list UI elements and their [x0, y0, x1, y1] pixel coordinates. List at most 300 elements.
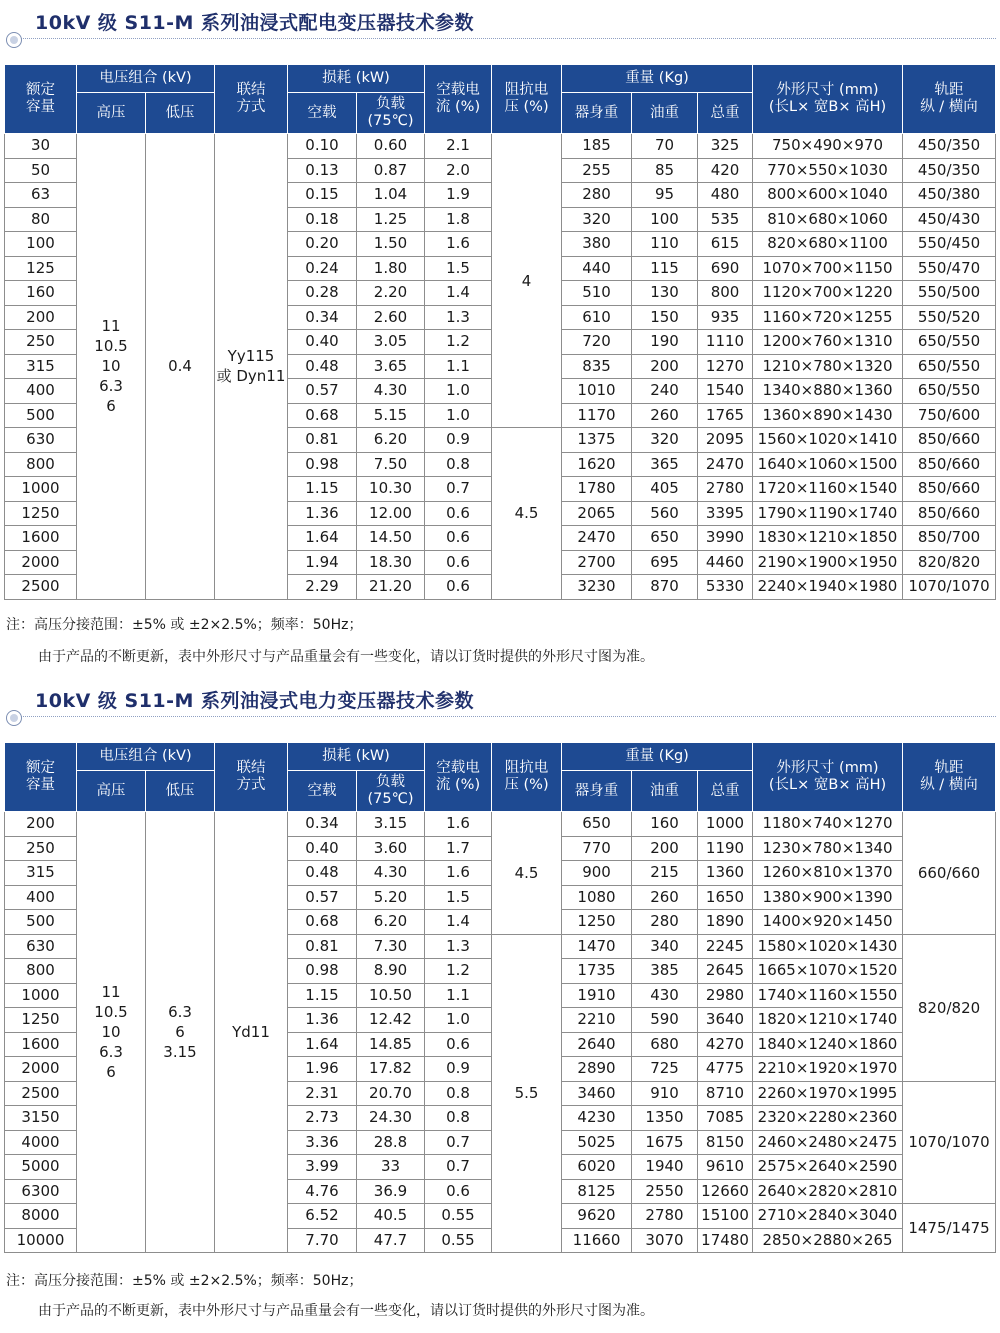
- cell-body-weight: 2470: [562, 526, 632, 551]
- cell-load-loss: 1.04: [357, 183, 425, 208]
- cell-total-weight: 5330: [698, 575, 753, 600]
- cell-load-loss: 33: [357, 1155, 425, 1180]
- cell-oil-weight: 1675: [632, 1130, 698, 1155]
- cell-no-load-current: 2.0: [425, 158, 492, 183]
- cell-load-loss: 5.15: [357, 403, 425, 428]
- cell-no-load-current: 1.2: [425, 959, 492, 984]
- cell-dimensions: 1160×720×1255: [753, 305, 903, 330]
- cell-capacity: 250: [5, 836, 77, 861]
- cell-no-load-loss: 0.68: [288, 403, 357, 428]
- cell-no-load-current: 0.7: [425, 1155, 492, 1180]
- cell-no-load-current: 0.6: [425, 501, 492, 526]
- cell-capacity: 1000: [5, 477, 77, 502]
- header-oil-weight: 油重: [632, 93, 698, 134]
- cell-body-weight: 1620: [562, 452, 632, 477]
- header-load-loss: 负载 (75℃): [357, 93, 425, 134]
- table-row: [5, 812, 996, 837]
- cell-no-load-current: 2.1: [425, 134, 492, 159]
- cell-oil-weight: 2780: [632, 1204, 698, 1229]
- cell-load-loss: 4.30: [357, 861, 425, 886]
- cell-no-load-loss: 0.81: [288, 428, 357, 453]
- cell-gauge: 820/820: [903, 550, 996, 575]
- cell-body-weight: 280: [562, 183, 632, 208]
- cell-load-loss: 14.85: [357, 1032, 425, 1057]
- cell-no-load-loss: 0.57: [288, 885, 357, 910]
- cell-oil-weight: 110: [632, 232, 698, 257]
- cell-gauge: 1070/1070: [903, 1081, 996, 1204]
- cell-load-loss: 5.20: [357, 885, 425, 910]
- cell-no-load-loss: 0.13: [288, 158, 357, 183]
- cell-body-weight: 1250: [562, 910, 632, 935]
- cell-impedance: 5.5: [492, 934, 562, 1253]
- cell-no-load-current: 1.6: [425, 812, 492, 837]
- cell-no-load-current: 1.6: [425, 232, 492, 257]
- cell-no-load-loss: 3.36: [288, 1130, 357, 1155]
- cell-no-load-loss: 1.36: [288, 501, 357, 526]
- cell-body-weight: 3460: [562, 1081, 632, 1106]
- cell-no-load-loss: 0.48: [288, 861, 357, 886]
- cell-load-loss: 40.5: [357, 1204, 425, 1229]
- cell-total-weight: 4270: [698, 1032, 753, 1057]
- cell-no-load-current: 0.8: [425, 452, 492, 477]
- cell-no-load-current: 1.8: [425, 207, 492, 232]
- cell-dimensions: 2460×2480×2475: [753, 1130, 903, 1155]
- cell-oil-weight: 160: [632, 812, 698, 837]
- cell-body-weight: 8125: [562, 1179, 632, 1204]
- cell-total-weight: 2245: [698, 934, 753, 959]
- header-loss: 损耗 (kW): [288, 743, 425, 771]
- cell-no-load-current: 1.4: [425, 910, 492, 935]
- cell-gauge: 450/430: [903, 207, 996, 232]
- cell-no-load-loss: 0.10: [288, 134, 357, 159]
- cell-oil-weight: 200: [632, 836, 698, 861]
- title-divider: [20, 716, 996, 717]
- cell-oil-weight: 130: [632, 281, 698, 306]
- cell-connection: Yy115 或 Dyn11: [215, 134, 288, 600]
- note-disclaimer: 由于产品的不断更新，表中外形尺寸与产品重量会有一些变化，请以订货时提供的外形尺寸图为准。: [38, 649, 654, 665]
- cell-total-weight: 535: [698, 207, 753, 232]
- cell-no-load-current: 1.7: [425, 836, 492, 861]
- cell-body-weight: 1910: [562, 983, 632, 1008]
- cell-load-loss: 24.30: [357, 1106, 425, 1131]
- cell-oil-weight: 95: [632, 183, 698, 208]
- cell-capacity: 63: [5, 183, 77, 208]
- cell-oil-weight: 280: [632, 910, 698, 935]
- cell-capacity: 1600: [5, 526, 77, 551]
- cell-dimensions: 1070×700×1150: [753, 256, 903, 281]
- cell-no-load-current: 1.9: [425, 183, 492, 208]
- cell-high-voltage: 11 10.5 10 6.3 6: [77, 134, 146, 600]
- header-weight: 重量 (Kg): [562, 743, 753, 771]
- cell-total-weight: 480: [698, 183, 753, 208]
- cell-total-weight: 3395: [698, 501, 753, 526]
- cell-dimensions: 2210×1920×1970: [753, 1057, 903, 1082]
- cell-capacity: 800: [5, 959, 77, 984]
- section-title: 10kV 级 S11-M 系列油浸式电力变压器技术参数: [35, 690, 475, 712]
- cell-oil-weight: 1350: [632, 1106, 698, 1131]
- cell-oil-weight: 365: [632, 452, 698, 477]
- cell-load-loss: 3.05: [357, 330, 425, 355]
- cell-dimensions: 1665×1070×1520: [753, 959, 903, 984]
- cell-load-loss: 6.20: [357, 910, 425, 935]
- cell-no-load-loss: 6.52: [288, 1204, 357, 1229]
- cell-total-weight: 935: [698, 305, 753, 330]
- cell-body-weight: 185: [562, 134, 632, 159]
- cell-capacity: 630: [5, 428, 77, 453]
- cell-total-weight: 17480: [698, 1228, 753, 1253]
- cell-no-load-loss: 0.28: [288, 281, 357, 306]
- spec-table-2: [4, 742, 996, 1253]
- cell-no-load-current: 0.7: [425, 1130, 492, 1155]
- cell-load-loss: 10.30: [357, 477, 425, 502]
- header-high-voltage: 高压: [77, 93, 146, 134]
- cell-gauge: 850/700: [903, 526, 996, 551]
- header-voltage: 电压组合 (kV): [77, 743, 215, 771]
- header-capacity: 额定 容量: [5, 65, 77, 134]
- cell-load-loss: 1.25: [357, 207, 425, 232]
- header-low-voltage: 低压: [146, 771, 215, 812]
- cell-oil-weight: 3070: [632, 1228, 698, 1253]
- cell-no-load-current: 0.6: [425, 1179, 492, 1204]
- cell-load-loss: 6.20: [357, 428, 425, 453]
- header-oil-weight: 油重: [632, 771, 698, 812]
- note-disclaimer: 由于产品的不断更新，表中外形尺寸与产品重量会有一些变化，请以订货时提供的外形尺寸图为准。: [38, 1303, 654, 1319]
- cell-total-weight: 1000: [698, 812, 753, 837]
- cell-total-weight: 8710: [698, 1081, 753, 1106]
- note-tap-range: 注：高压分接范围：±5% 或 ±2×2.5%；频率：50Hz；: [6, 1273, 363, 1289]
- header-weight: 重量 (Kg): [562, 65, 753, 93]
- cell-load-loss: 36.9: [357, 1179, 425, 1204]
- cell-total-weight: 800: [698, 281, 753, 306]
- cell-capacity: 30: [5, 134, 77, 159]
- cell-impedance: 4.5: [492, 428, 562, 600]
- cell-body-weight: 6020: [562, 1155, 632, 1180]
- cell-oil-weight: 115: [632, 256, 698, 281]
- cell-gauge: 850/660: [903, 477, 996, 502]
- cell-total-weight: 2980: [698, 983, 753, 1008]
- cell-load-loss: 0.60: [357, 134, 425, 159]
- cell-total-weight: 420: [698, 158, 753, 183]
- cell-capacity: 4000: [5, 1130, 77, 1155]
- cell-load-loss: 1.50: [357, 232, 425, 257]
- header-loss: 损耗 (kW): [288, 65, 425, 93]
- cell-load-loss: 21.20: [357, 575, 425, 600]
- cell-total-weight: 1650: [698, 885, 753, 910]
- cell-no-load-loss: 1.64: [288, 526, 357, 551]
- cell-load-loss: 2.60: [357, 305, 425, 330]
- cell-no-load-loss: 1.96: [288, 1057, 357, 1082]
- cell-dimensions: 1120×700×1220: [753, 281, 903, 306]
- cell-dimensions: 2260×1970×1995: [753, 1081, 903, 1106]
- cell-total-weight: 4775: [698, 1057, 753, 1082]
- cell-no-load-current: 0.8: [425, 1081, 492, 1106]
- cell-no-load-loss: 0.34: [288, 812, 357, 837]
- cell-no-load-current: 1.5: [425, 256, 492, 281]
- cell-oil-weight: 405: [632, 477, 698, 502]
- header-gauge: 轨距 纵 / 横向: [903, 65, 996, 134]
- cell-no-load-loss: 1.15: [288, 983, 357, 1008]
- cell-capacity: 6300: [5, 1179, 77, 1204]
- header-low-voltage: 低压: [146, 93, 215, 134]
- cell-no-load-loss: 0.20: [288, 232, 357, 257]
- cell-gauge: 550/520: [903, 305, 996, 330]
- cell-capacity: 315: [5, 861, 77, 886]
- cell-body-weight: 3230: [562, 575, 632, 600]
- cell-body-weight: 9620: [562, 1204, 632, 1229]
- cell-total-weight: 2645: [698, 959, 753, 984]
- cell-total-weight: 690: [698, 256, 753, 281]
- cell-oil-weight: 200: [632, 354, 698, 379]
- cell-total-weight: 1110: [698, 330, 753, 355]
- cell-capacity: 10000: [5, 1228, 77, 1253]
- cell-capacity: 630: [5, 934, 77, 959]
- header-no-load-loss: 空载: [288, 771, 357, 812]
- cell-no-load-loss: 0.98: [288, 452, 357, 477]
- cell-oil-weight: 260: [632, 885, 698, 910]
- cell-load-loss: 7.50: [357, 452, 425, 477]
- cell-no-load-current: 1.4: [425, 281, 492, 306]
- cell-gauge: 1475/1475: [903, 1204, 996, 1253]
- cell-no-load-loss: 1.36: [288, 1008, 357, 1033]
- cell-dimensions: 1400×920×1450: [753, 910, 903, 935]
- cell-dimensions: 2710×2840×3040: [753, 1204, 903, 1229]
- cell-no-load-current: 1.1: [425, 983, 492, 1008]
- cell-dimensions: 1790×1190×1740: [753, 501, 903, 526]
- cell-no-load-current: 1.5: [425, 885, 492, 910]
- cell-gauge: 660/660: [903, 812, 996, 935]
- cell-total-weight: 12660: [698, 1179, 753, 1204]
- cell-total-weight: 1540: [698, 379, 753, 404]
- cell-dimensions: 800×600×1040: [753, 183, 903, 208]
- note-tap-range: 注：高压分接范围：±5% 或 ±2×2.5%；频率：50Hz；: [6, 617, 363, 633]
- section-title-row: [0, 678, 1000, 744]
- cell-oil-weight: 340: [632, 934, 698, 959]
- cell-capacity: 2500: [5, 1081, 77, 1106]
- cell-capacity: 400: [5, 885, 77, 910]
- cell-high-voltage: 11 10.5 10 6.3 6: [77, 812, 146, 1253]
- cell-oil-weight: 385: [632, 959, 698, 984]
- cell-total-weight: 7085: [698, 1106, 753, 1131]
- cell-capacity: 3150: [5, 1106, 77, 1131]
- header-dimensions: 外形尺寸 (mm) (长L× 宽B× 高H): [753, 743, 903, 812]
- cell-no-load-loss: 1.64: [288, 1032, 357, 1057]
- cell-load-loss: 3.65: [357, 354, 425, 379]
- cell-body-weight: 720: [562, 330, 632, 355]
- cell-total-weight: 1190: [698, 836, 753, 861]
- cell-oil-weight: 150: [632, 305, 698, 330]
- header-impedance: 阻抗电 压 (%): [492, 65, 562, 134]
- cell-dimensions: 1340×880×1360: [753, 379, 903, 404]
- cell-load-loss: 12.42: [357, 1008, 425, 1033]
- cell-capacity: 8000: [5, 1204, 77, 1229]
- header-body-weight: 器身重: [562, 771, 632, 812]
- cell-dimensions: 1580×1020×1430: [753, 934, 903, 959]
- cell-capacity: 1250: [5, 1008, 77, 1033]
- cell-no-load-loss: 0.81: [288, 934, 357, 959]
- cell-capacity: 80: [5, 207, 77, 232]
- cell-dimensions: 2850×2880×265: [753, 1228, 903, 1253]
- section-power-transformer: [0, 678, 1000, 1319]
- cell-no-load-loss: 0.34: [288, 305, 357, 330]
- cell-load-loss: 7.30: [357, 934, 425, 959]
- cell-body-weight: 510: [562, 281, 632, 306]
- cell-no-load-current: 0.9: [425, 428, 492, 453]
- header-no-load-current: 空载电 流 (%): [425, 743, 492, 812]
- cell-capacity: 1250: [5, 501, 77, 526]
- cell-gauge: 450/350: [903, 158, 996, 183]
- cell-total-weight: 2780: [698, 477, 753, 502]
- cell-load-loss: 3.60: [357, 836, 425, 861]
- cell-gauge: 550/470: [903, 256, 996, 281]
- cell-dimensions: 1820×1210×1740: [753, 1008, 903, 1033]
- cell-no-load-loss: 2.31: [288, 1081, 357, 1106]
- cell-dimensions: 1360×890×1430: [753, 403, 903, 428]
- cell-capacity: 160: [5, 281, 77, 306]
- cell-dimensions: 750×490×970: [753, 134, 903, 159]
- cell-total-weight: 9610: [698, 1155, 753, 1180]
- cell-gauge: 450/380: [903, 183, 996, 208]
- cell-total-weight: 1360: [698, 861, 753, 886]
- header-gauge: 轨距 纵 / 横向: [903, 743, 996, 812]
- cell-total-weight: 8150: [698, 1130, 753, 1155]
- cell-body-weight: 1010: [562, 379, 632, 404]
- cell-load-loss: 20.70: [357, 1081, 425, 1106]
- cell-body-weight: 2890: [562, 1057, 632, 1082]
- circle-bullet-icon: [6, 710, 22, 726]
- cell-oil-weight: 590: [632, 1008, 698, 1033]
- cell-oil-weight: 725: [632, 1057, 698, 1082]
- cell-no-load-loss: 0.48: [288, 354, 357, 379]
- cell-body-weight: 1470: [562, 934, 632, 959]
- cell-total-weight: 4460: [698, 550, 753, 575]
- circle-bullet-icon: [6, 32, 22, 48]
- cell-dimensions: 1740×1160×1550: [753, 983, 903, 1008]
- cell-body-weight: 1080: [562, 885, 632, 910]
- header-total-weight: 总重: [698, 93, 753, 134]
- cell-load-loss: 14.50: [357, 526, 425, 551]
- table-row: [5, 134, 996, 159]
- cell-no-load-loss: 1.94: [288, 550, 357, 575]
- cell-load-loss: 47.7: [357, 1228, 425, 1253]
- cell-no-load-current: 1.3: [425, 934, 492, 959]
- cell-dimensions: 1720×1160×1540: [753, 477, 903, 502]
- cell-capacity: 500: [5, 910, 77, 935]
- cell-impedance: 4: [492, 134, 562, 428]
- cell-total-weight: 615: [698, 232, 753, 257]
- cell-gauge: 820/820: [903, 934, 996, 1081]
- cell-load-loss: 2.20: [357, 281, 425, 306]
- cell-oil-weight: 260: [632, 403, 698, 428]
- cell-total-weight: 325: [698, 134, 753, 159]
- cell-capacity: 400: [5, 379, 77, 404]
- cell-no-load-loss: 2.29: [288, 575, 357, 600]
- cell-gauge: 750/600: [903, 403, 996, 428]
- section-distribution-transformer: [0, 0, 1000, 665]
- cell-no-load-current: 1.6: [425, 861, 492, 886]
- cell-oil-weight: 695: [632, 550, 698, 575]
- cell-body-weight: 440: [562, 256, 632, 281]
- cell-dimensions: 1260×810×1370: [753, 861, 903, 886]
- cell-load-loss: 0.87: [357, 158, 425, 183]
- header-no-load-loss: 空载: [288, 93, 357, 134]
- cell-capacity: 5000: [5, 1155, 77, 1180]
- cell-gauge: 650/550: [903, 330, 996, 355]
- cell-no-load-loss: 2.73: [288, 1106, 357, 1131]
- cell-capacity: 200: [5, 305, 77, 330]
- cell-oil-weight: 240: [632, 379, 698, 404]
- header-impedance: 阻抗电 压 (%): [492, 743, 562, 812]
- cell-oil-weight: 2550: [632, 1179, 698, 1204]
- cell-body-weight: 1780: [562, 477, 632, 502]
- cell-body-weight: 5025: [562, 1130, 632, 1155]
- cell-oil-weight: 560: [632, 501, 698, 526]
- cell-capacity: 1000: [5, 983, 77, 1008]
- cell-gauge: 850/660: [903, 452, 996, 477]
- cell-capacity: 315: [5, 354, 77, 379]
- cell-no-load-loss: 0.15: [288, 183, 357, 208]
- cell-no-load-current: 1.0: [425, 379, 492, 404]
- cell-capacity: 100: [5, 232, 77, 257]
- cell-no-load-loss: 3.99: [288, 1155, 357, 1180]
- cell-no-load-loss: 0.40: [288, 836, 357, 861]
- cell-load-loss: 28.8: [357, 1130, 425, 1155]
- cell-dimensions: 1840×1240×1860: [753, 1032, 903, 1057]
- cell-total-weight: 3640: [698, 1008, 753, 1033]
- cell-capacity: 2000: [5, 550, 77, 575]
- cell-gauge: 650/550: [903, 354, 996, 379]
- cell-dimensions: 2575×2640×2590: [753, 1155, 903, 1180]
- cell-body-weight: 835: [562, 354, 632, 379]
- header-dimensions: 外形尺寸 (mm) (长L× 宽B× 高H): [753, 65, 903, 134]
- cell-body-weight: 320: [562, 207, 632, 232]
- cell-dimensions: 1210×780×1320: [753, 354, 903, 379]
- cell-total-weight: 2470: [698, 452, 753, 477]
- cell-no-load-current: 0.6: [425, 1032, 492, 1057]
- cell-body-weight: 1735: [562, 959, 632, 984]
- cell-oil-weight: 680: [632, 1032, 698, 1057]
- cell-capacity: 50: [5, 158, 77, 183]
- cell-no-load-loss: 1.15: [288, 477, 357, 502]
- cell-no-load-current: 1.3: [425, 305, 492, 330]
- cell-gauge: 550/500: [903, 281, 996, 306]
- cell-no-load-current: 0.6: [425, 550, 492, 575]
- title-divider: [20, 38, 996, 39]
- cell-gauge: 1070/1070: [903, 575, 996, 600]
- header-voltage: 电压组合 (kV): [77, 65, 215, 93]
- header-capacity: 额定 容量: [5, 743, 77, 812]
- header-load-loss: 负载 (75℃): [357, 771, 425, 812]
- cell-connection: Yd11: [215, 812, 288, 1253]
- cell-dimensions: 820×680×1100: [753, 232, 903, 257]
- cell-body-weight: 380: [562, 232, 632, 257]
- cell-dimensions: 1640×1060×1500: [753, 452, 903, 477]
- cell-body-weight: 1170: [562, 403, 632, 428]
- cell-body-weight: 770: [562, 836, 632, 861]
- cell-body-weight: 650: [562, 812, 632, 837]
- cell-dimensions: 2320×2280×2360: [753, 1106, 903, 1131]
- cell-no-load-loss: 0.68: [288, 910, 357, 935]
- cell-oil-weight: 870: [632, 575, 698, 600]
- cell-oil-weight: 190: [632, 330, 698, 355]
- cell-gauge: 550/450: [903, 232, 996, 257]
- cell-load-loss: 4.30: [357, 379, 425, 404]
- cell-load-loss: 18.30: [357, 550, 425, 575]
- cell-no-load-current: 0.8: [425, 1106, 492, 1131]
- cell-gauge: 650/550: [903, 379, 996, 404]
- cell-no-load-current: 1.2: [425, 330, 492, 355]
- cell-oil-weight: 650: [632, 526, 698, 551]
- cell-oil-weight: 85: [632, 158, 698, 183]
